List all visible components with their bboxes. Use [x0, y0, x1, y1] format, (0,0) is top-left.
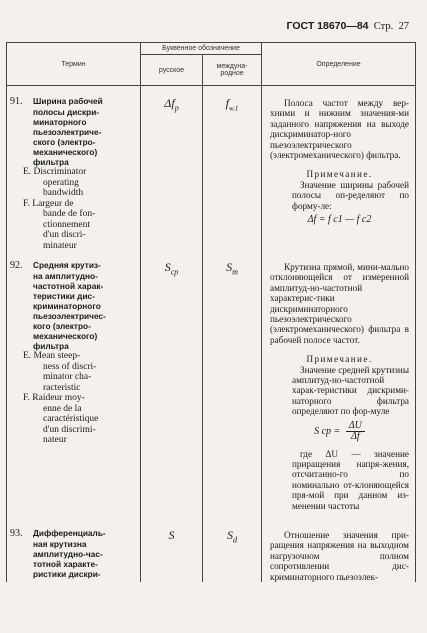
col-international-header: междуна- родное [203, 55, 262, 86]
symbol-international: $f_{w.1}$ [203, 86, 262, 257]
term-name: Дифференциаль- [33, 528, 106, 538]
definition-text: Отношение значения при-ращения напряжения на выходном нагрузочном полном сопротивлении дис-криминаторного пьезоэлек- [270, 530, 409, 582]
french-term: F. Raideur moy- enne de la caractéristique d'un discrimi- nateur [23, 393, 99, 445]
symbol-international: $S_m$ [203, 256, 262, 522]
term-number: 91. [10, 96, 23, 107]
col-definition-header: Определение [262, 43, 416, 86]
english-term: E. Discriminator operating bandwidth [23, 167, 87, 198]
note-tail: где ΔU — значение приращения напря-жения, отсчитанно-го по номинально от-клоняющейся пря-мой при данном из-менении частоты [292, 448, 409, 511]
symbol-russian: $S_{ср}$ [141, 256, 203, 522]
definition-text: Полоса частот между вер-хними и нижним значения-ми заданного напряжения на выходе дискриминатор-ного пьезоэлектрического (электромеханического) фильтра. [270, 98, 409, 161]
symbol-russian: $\Delta f_р$ [141, 86, 203, 257]
table-row [7, 256, 416, 522]
term-name-line: криминаторного [33, 301, 101, 311]
note-text: Значение ширины рабочей полосы оп-ределяют по форму-ле: [292, 179, 409, 211]
definition-cell [262, 256, 416, 522]
english-term: E. Mean steep- ness of discri- minator cha- racteristic [23, 351, 97, 393]
term-name-line: ная крутизна [33, 539, 87, 549]
term-name-line: фильтра [33, 341, 69, 351]
page-number: 27 [398, 21, 409, 32]
page-label: Стр. [373, 21, 394, 32]
term-name-line: пьезоэлектриче- [33, 127, 102, 137]
term-cell [7, 256, 141, 522]
term-name-line: амплитудно-час- [33, 549, 103, 559]
formula: S ср = $\frac{\Delta U}{\Delta f}$ [270, 421, 409, 443]
definition-text: Крутизна прямой, мини-мально отклоняющейся от измеренной амплитуд-но-частотной характерис-тики дискриминаторного пьезоэлектрического (электромеханического) фильтра в рабочей полосе частот. [270, 262, 409, 345]
symbol-international: $S_d$ [203, 522, 262, 582]
term-name-line: механического) [33, 147, 98, 157]
term-cell [7, 522, 141, 582]
definition-cell [262, 86, 416, 257]
note-text: Значение средней крутизны амплитуд-но-частотной харак-теристики дискрими-наторного фильтра определяют по фор-муле [292, 364, 409, 417]
note-title: Примечание. [306, 169, 373, 180]
term-name-line: механического) [33, 331, 98, 341]
standard-number: ГОСТ 18670—84 [286, 20, 369, 32]
term-number: 93. [10, 528, 23, 539]
col-term-header: Термин [7, 43, 141, 86]
term-name-line: теристики дис- [33, 291, 95, 301]
page-header [287, 20, 409, 32]
note-title: Примечание. [306, 354, 373, 365]
table-row [7, 86, 416, 257]
term-name-line: на амплитудно- [33, 271, 98, 281]
term-name-line: полосы дискри- [33, 107, 100, 117]
formula: Δf = f с1 — f с2 [307, 214, 372, 226]
term-number: 92. [10, 260, 23, 271]
term-cell [7, 86, 141, 257]
term-name-line: минаторного [33, 117, 87, 127]
french-term: F. Largeur de bande de fon- ctionnement d'un discri- minateur [23, 198, 96, 251]
table-row [7, 522, 416, 582]
definition-cell [262, 522, 416, 582]
col-designation-header: Буквенное обозначение [141, 43, 262, 55]
term-name: Ширина рабочей [33, 96, 103, 106]
term-name-line: ристики дискри- [33, 569, 101, 579]
term-name-line: ского (электро- [33, 137, 96, 147]
symbol-russian: S [141, 522, 203, 582]
terms-table [6, 42, 416, 582]
term-name: Средняя крутиз- [33, 260, 101, 270]
term-name-line: кого (электро- [33, 321, 91, 331]
term-name-line: частотной харак- [33, 281, 104, 291]
term-name-line: пьезоэлектричес- [33, 311, 106, 321]
col-russian-header: русское [141, 55, 203, 86]
term-name-line: фильтра [33, 157, 69, 167]
term-name-line: тотной характе- [33, 559, 98, 569]
